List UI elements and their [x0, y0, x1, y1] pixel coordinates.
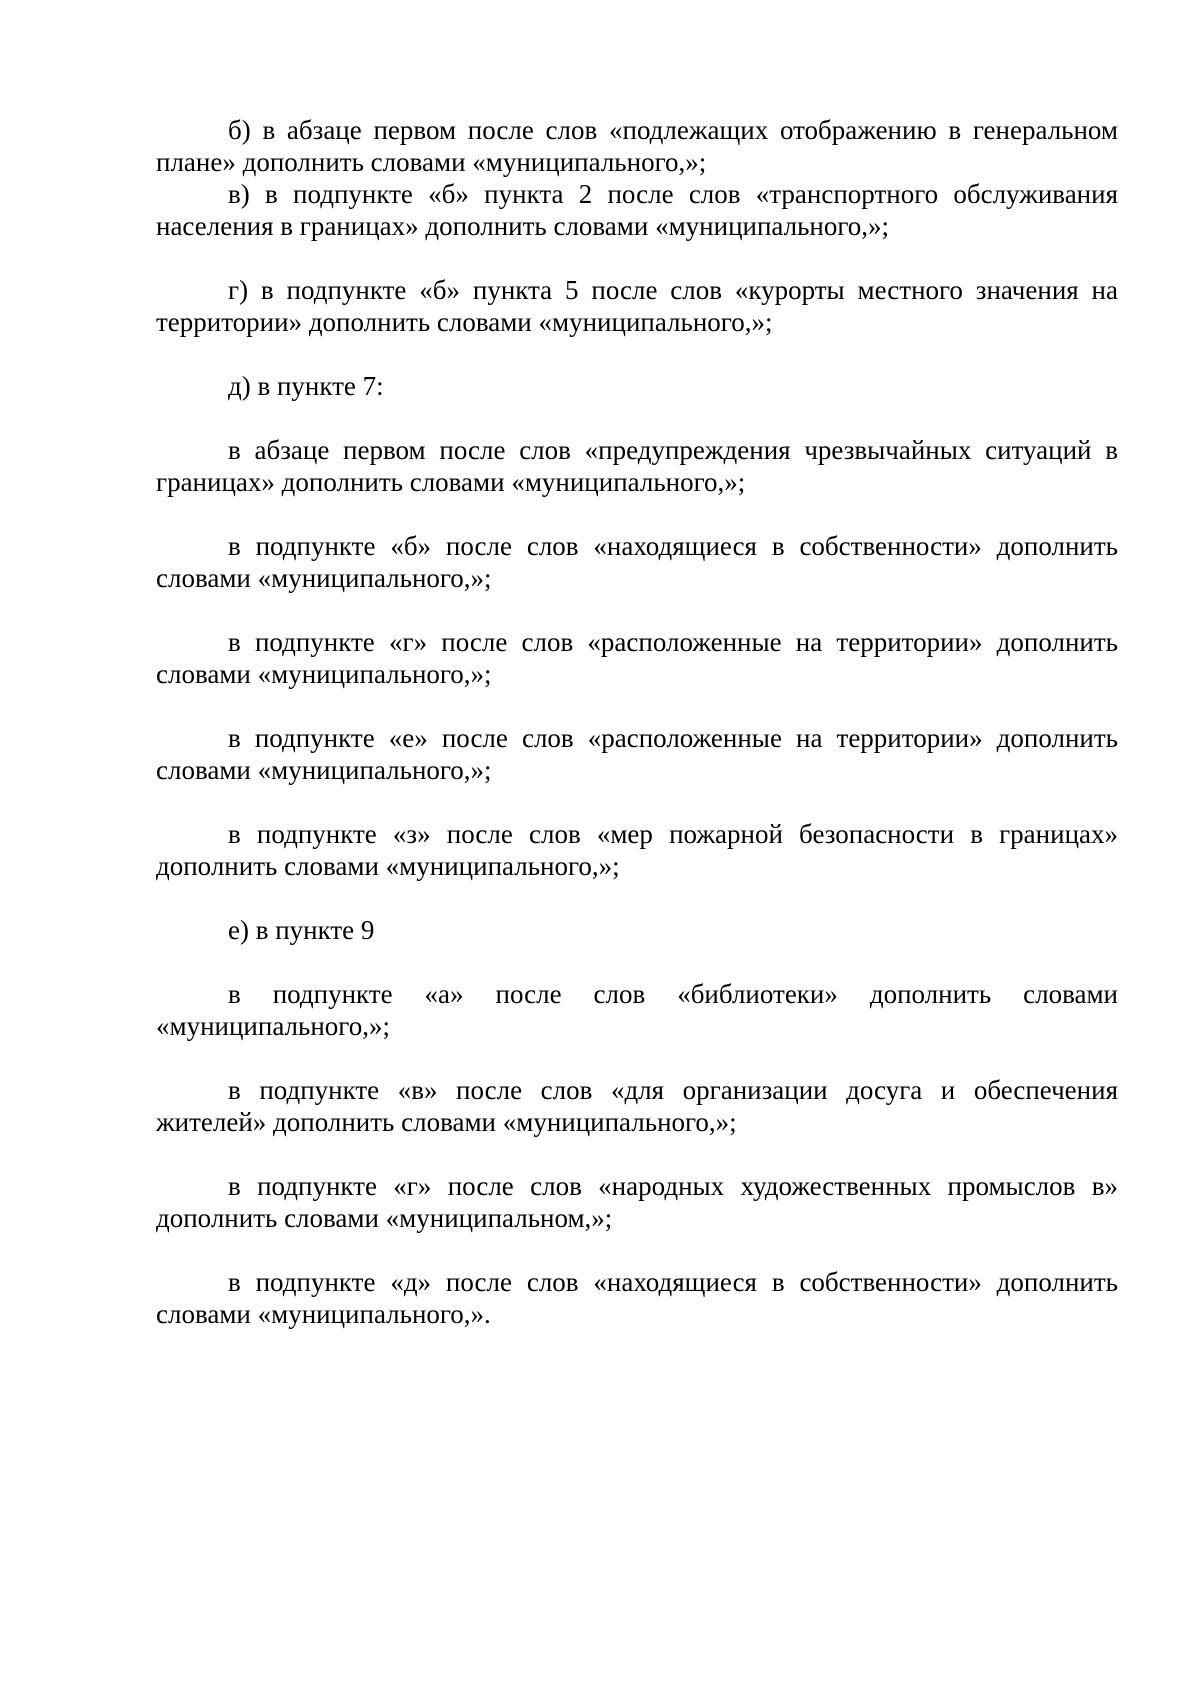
paragraph-e-subitem-v: в подпункте «в» после слов «для организации досуга и обеспечения жителей» дополнить словами «муниципального,»; [156, 1075, 1118, 1137]
paragraph-d-subitem-b: в подпункте «б» после слов «находящиеся в собственности» дополнить словами «муниципального,»; [156, 531, 1118, 593]
paragraph-g: г) в подпункте «б» пункта 5 после слов «курорты местного значения на территории» дополнить словами «муниципального,»; [156, 275, 1118, 337]
paragraph-d-heading: д) в пункте 7: [228, 371, 384, 401]
paragraph-v: в) в подпункте «б» пункта 2 после слов «транспортного обслуживания населения в границах» дополнить словами «муниципального,»; [156, 179, 1118, 241]
paragraph-d-subitem-z: в подпункте «з» после слов «мер пожарной безопасности в границах» дополнить словами «муниципального,»; [156, 819, 1118, 881]
paragraph-d-subitem-e: в подпункте «е» после слов «расположенные на территории» дополнить словами «муниципального,»; [156, 723, 1118, 785]
paragraph-e-subitem-g: в подпункте «г» после слов «народных художественных промыслов в» дополнить словами «муниципальном,»; [156, 1171, 1118, 1233]
paragraph-e-subitem-a: в подпункте «а» после слов «библиотеки» дополнить словами «муниципального,»; [156, 979, 1118, 1041]
paragraph-e-subitem-d: в подпункте «д» после слов «находящиеся в собственности» дополнить словами «муниципального,». [156, 1267, 1118, 1329]
paragraph-e-heading: е) в пункте 9 [228, 915, 375, 945]
paragraph-b: б) в абзаце первом после слов «подлежащих отображению в генеральном плане» дополнить словами «муниципального,»; [156, 115, 1118, 177]
paragraph-d-abzac-1: в абзаце первом после слов «предупреждения чрезвычайных ситуаций в границах» дополнить словами «муниципального,»; [156, 435, 1118, 497]
paragraph-d-subitem-g: в подпункте «г» после слов «расположенные на территории» дополнить словами «муниципального,»; [156, 627, 1118, 689]
document-body [156, 114, 1118, 1330]
